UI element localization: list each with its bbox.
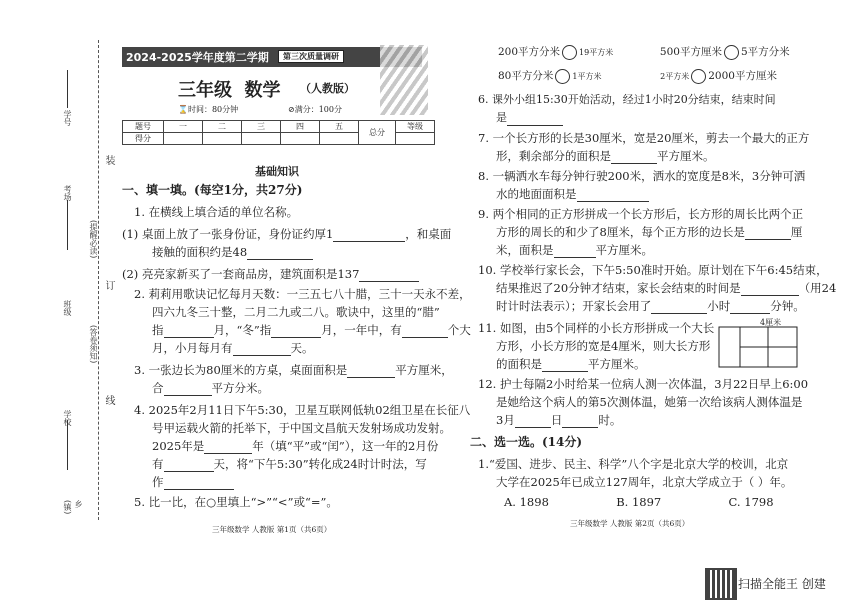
q4d: 有 天，将“下午5:30”转化成24时计时法，写 [152,457,427,471]
q11c: 的面积是 平方厘米。 [496,357,646,371]
score-head-total: 总分 [359,121,396,145]
hourglass-icon: ⌛ [178,105,188,114]
score-table [122,120,435,145]
page-footer-left: 三年级数学 人教版 第1页（共6页） [212,525,332,534]
q9b: 方形的周长的和少了8厘米，每个正方形的边长是 厘 [496,225,803,239]
q3b: 合 平方分米。 [152,381,269,395]
score-row-label: 得分 [123,133,164,145]
q2b: 四六九冬三十整，二月二九或二八。歌诀中，这里的“腊” [152,305,440,319]
answer-blank[interactable] [577,187,649,202]
q2a: 2. 莉莉用歌诀记忆每月天数：一三五七八十腊，三十一天永不差， [134,287,471,301]
banner-text: 2024-2025学年度第二学期 [126,51,269,64]
binding-label-town: 乡(镇) [63,500,83,515]
answer-blank[interactable] [651,299,707,314]
c1b: 大学在2025年已成立127周年，北京大学成立于（ ）年。 [496,475,793,489]
option-c[interactable]: C. 1798 [728,495,774,509]
score-head-grade: 等级 [396,121,435,133]
compare-circle[interactable] [691,69,706,84]
binding-mark-3: 线 [103,395,114,405]
q5: 5. 比一比，在○里填上“>”“<”或“=”。 [134,495,338,509]
score-head-5: 五 [320,121,359,133]
q7a: 7. 一个长方形的长是30厘米，宽是20厘米，剪去一个最大的正方 [478,131,810,145]
answer-blank[interactable] [730,299,770,314]
option-a[interactable]: A. 1898 [504,495,549,509]
badge: 第三次质量调研 [278,50,344,63]
answer-blank[interactable] [402,323,448,338]
option-b[interactable]: B. 1897 [616,495,662,509]
q1a2: 接触的面积约是48 [152,244,313,260]
answer-blank[interactable] [554,243,596,258]
answer-blank[interactable] [164,381,212,396]
q11b: 方形，小长方形的宽是4厘米，则大长方形 [496,339,711,353]
binding-label-room: 考场 [63,185,72,201]
q11a: 11. 如图，由5个同样的小长方形拼成一个大长 [478,321,715,335]
score-head-1: 一 [164,121,203,133]
c1a: 1.“爱国、进步、民主、科学”八个字是北京大学的校训，北京 [478,457,789,471]
answer-blank[interactable] [233,341,291,356]
qr-code-icon [705,568,737,600]
q8b: 水的地面面积是 [496,186,649,202]
score-head-3: 三 [242,121,281,133]
binding-label-class: 班级 [63,300,72,316]
q7b: 形，剩余部分的面积是 平方厘米。 [496,149,715,163]
binding-mark-1: 装 [103,155,114,165]
q4c: 2025年是 年（填“平”或“闰”），这一年的2月份 [152,439,439,453]
score-head-4: 四 [281,121,320,133]
answer-blank[interactable] [164,323,214,338]
score-cell[interactable] [281,133,320,145]
q6b: 是 [496,110,563,126]
q6a: 6. 课外小组15:30开始活动，经过1小时20分结束，结束时间 [478,93,776,106]
q12c: 3月 日 时。 [496,413,622,427]
compare-row-1: 200平方分米 19平方米 500平方厘米 5平方分米 [498,46,790,58]
banner-stripes [380,45,428,115]
compare-circle[interactable] [562,45,577,60]
binding-warning-2: (答卷须知) [89,325,98,364]
q4b: 号甲运载火箭的托举下，于中国文昌航天发射场成功发射。 [152,421,451,435]
q4e: 作 [152,474,234,490]
q9c: 米，面积是 平方厘米。 [496,243,653,257]
answer-blank[interactable] [515,413,551,428]
binding-label-school: 学校 [63,410,72,426]
answer-blank[interactable] [271,323,321,338]
answer-blank[interactable] [359,267,419,282]
q1: 1. 在横线上填合适的单位名称。 [134,205,299,219]
check-circle-icon: ⊘ [288,105,295,114]
full-score-text: 满分：100分 [294,105,342,114]
q11-figure-label: 4厘米 [760,318,782,327]
compare-circle[interactable] [724,45,739,60]
q8a: 8. 一辆洒水车每分钟行驶200米，洒水的宽度是8米，3分钟可洒 [478,169,806,183]
q1a: (1) 桌面上放了一张身份证，身份证约厚1 ，和桌面 [122,227,452,241]
time-info [178,104,238,115]
score-cell[interactable] [242,133,281,145]
q3a: 3. 一张边长为80厘米的方桌，桌面面积是 平方厘米， [134,363,453,377]
page-title: 三年级 数学 [178,80,281,101]
page-footer-right: 三年级数学 人教版 第2页（共6页） [570,519,690,528]
score-cell[interactable] [203,133,242,145]
q10a: 10. 学校举行家长会，下午5:50准时开始。原计划在下午6:45结束， [478,263,828,277]
answer-blank[interactable] [741,281,799,296]
q9a: 9. 两个相同的正方形拼成一个长方形后，长方形的周长比两个正 [478,207,804,221]
q12b: 是她给这个病人的第5次测体温，她第一次给该病人测体温是 [496,395,803,409]
watermark-text: 扫描全能王 创建 [738,577,826,591]
score-cell[interactable] [320,133,359,145]
answer-blank[interactable] [164,475,234,490]
answer-blank[interactable] [333,227,405,242]
answer-blank[interactable] [507,111,563,126]
q10b: 结果推迟了20分钟才结束，家长会结束的时间是 （用24 [496,281,837,295]
edition: （人教版） [300,82,355,95]
q12a: 12. 护士每隔2小时给某一位病人测一次体温，3月22日早上6:00 [478,377,809,391]
score-cell[interactable] [164,133,203,145]
answer-blank[interactable] [745,225,791,240]
full-score-info [288,104,342,115]
answer-blank[interactable] [204,439,252,454]
q11-figure [718,326,798,368]
binding-label-id: 学号 [63,110,72,126]
q4a: 4. 2025年2月11日下午5:30，卫星互联网低轨02组卫星在长征八 [134,403,471,417]
answer-blank[interactable] [247,245,313,260]
q1b: (2) 亮亮家新买了一套商品房，建筑面积是137 [122,266,419,282]
choice-options [504,494,774,510]
section-title: 基础知识 [255,165,299,178]
answer-blank[interactable] [164,457,214,472]
score-cell[interactable] [396,133,435,145]
binding-warning-1: (提醒必读) [89,220,98,259]
answer-blank[interactable] [542,357,588,372]
compare-circle[interactable] [555,69,570,84]
answer-blank[interactable] [562,413,598,428]
part1-heading: 一、填一填。(每空1分，共27分) [122,183,303,197]
q2c: 指 月，“冬”指 月，一年中，有 个大 [152,323,471,337]
time-text: 时间：80分钟 [187,105,239,114]
binding-mark-2: 订 [103,280,114,290]
part2-heading: 二、选一选。(14分) [470,435,583,449]
binding-strip [18,40,113,520]
answer-blank[interactable] [347,363,395,378]
score-head-0: 题号 [123,121,164,133]
q2d: 月，小月每月有 天。 [152,341,314,355]
score-head-2: 二 [203,121,242,133]
answer-blank[interactable] [611,149,657,164]
compare-row-2: 80平方分米 1平方米 2平方米 2000平方厘米 [498,70,777,82]
q10c: 时计时法表示）；开家长会用了 小时 分钟。 [496,299,805,313]
